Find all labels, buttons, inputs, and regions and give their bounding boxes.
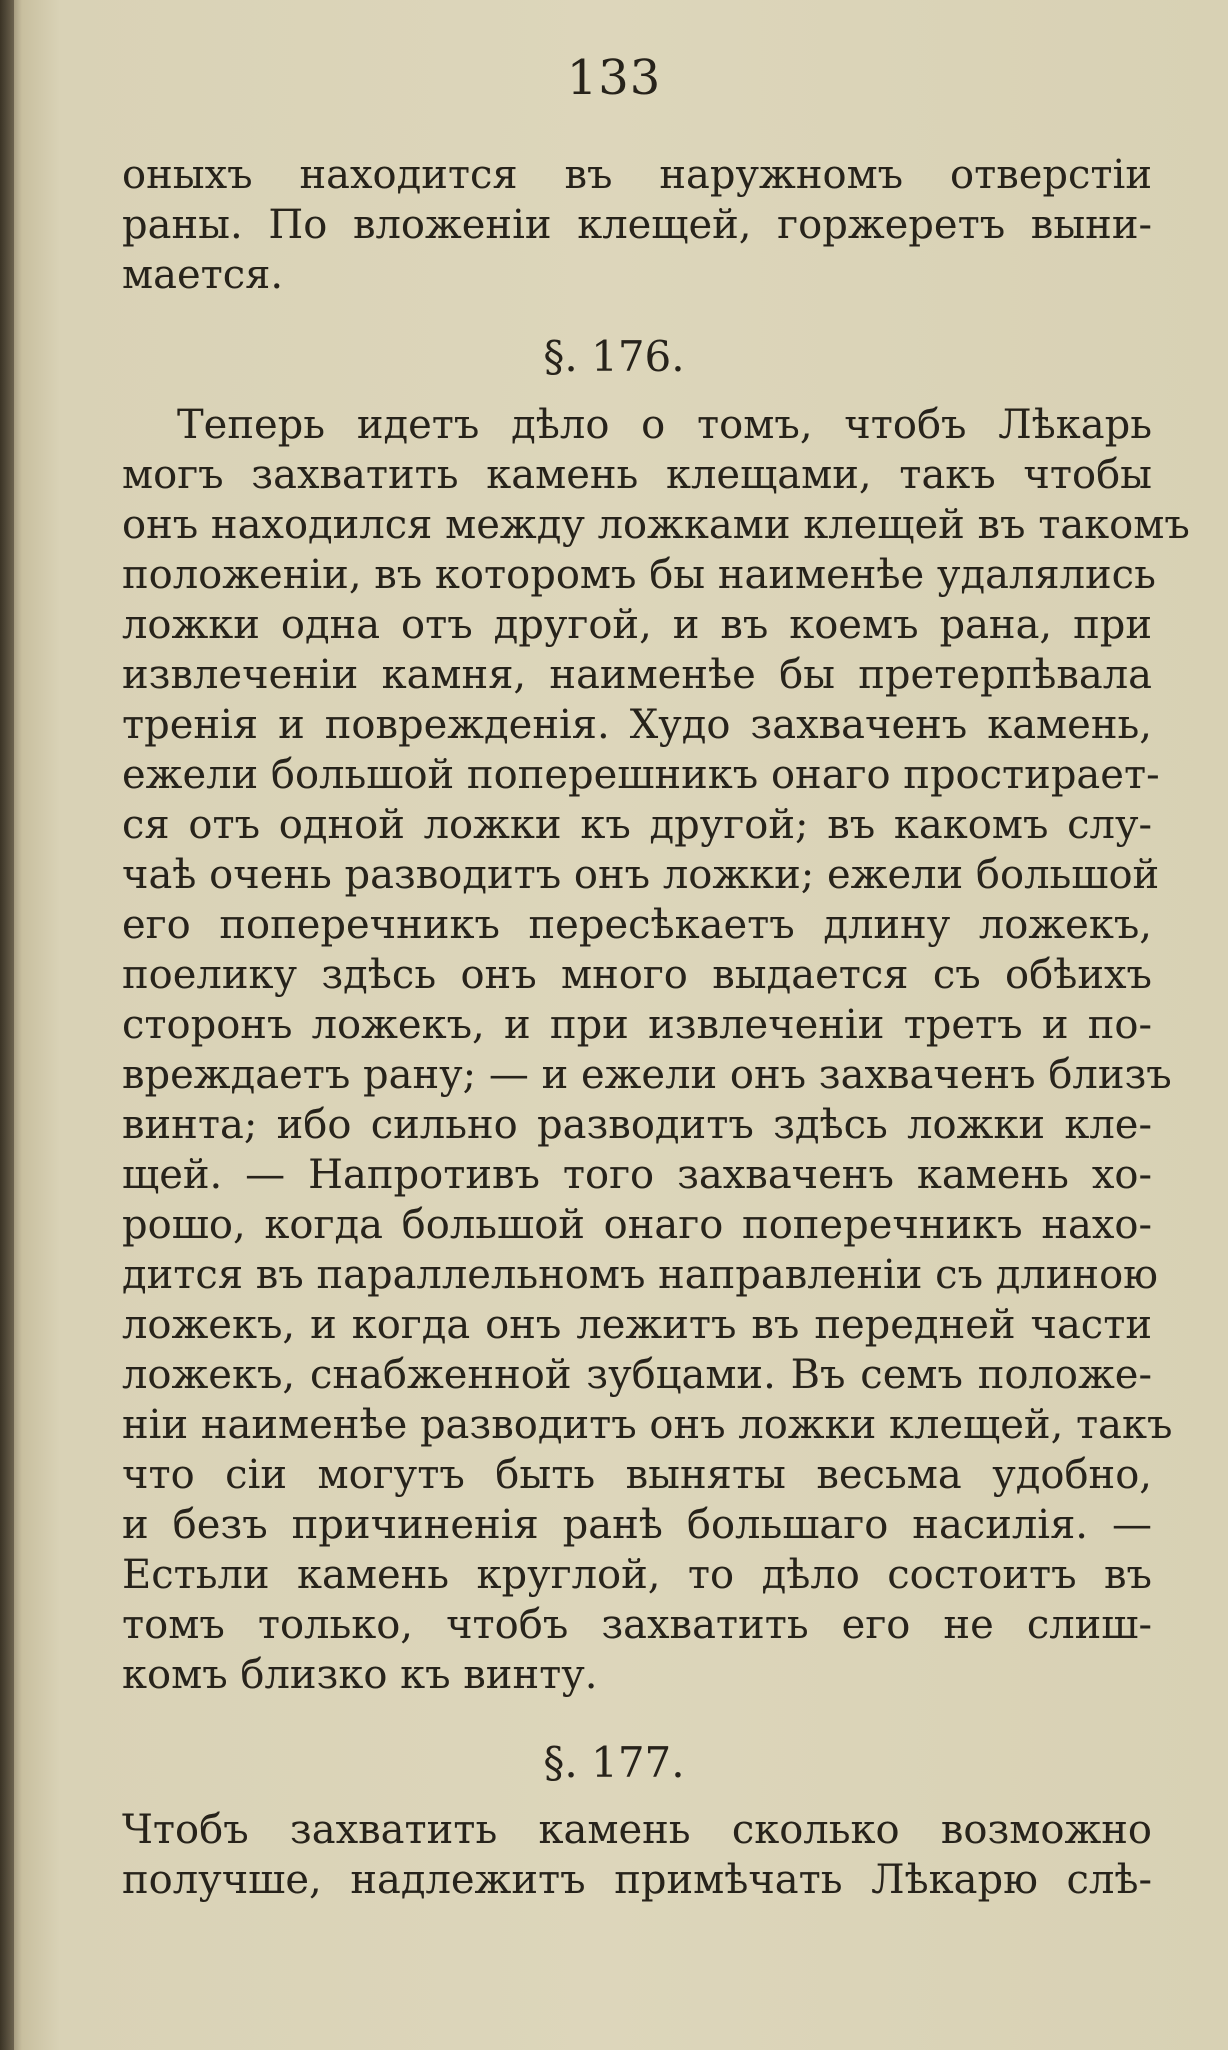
text-line: ежели большой поперешникъ онаго простирает- [122, 752, 1160, 798]
text-line: что сіи могутъ быть выняты весьма удобно, [122, 1452, 1152, 1498]
text-line: рошо, когда большой онаго поперечникъ нахо- [122, 1202, 1152, 1248]
text-line: его поперечникъ пересѣкаетъ длину ложекъ, [122, 902, 1152, 948]
text-line: поелику здѣсь онъ много выдается съ обѣихъ [122, 952, 1152, 998]
text-line: дится въ параллельномъ направленіи съ длиною [122, 1252, 1158, 1298]
text-line: оныхъ находится въ наружномъ отверстіи [122, 152, 1152, 198]
text-line: винта; ибо сильно разводитъ здѣсь ложки кле- [122, 1102, 1152, 1148]
text-line: получше, надлежитъ примѣчать Лѣкарю слѣ- [122, 1857, 1152, 1903]
text-line: чаѣ очень разводитъ онъ ложки; ежели большой [122, 852, 1160, 898]
text-line: могъ захватить камень клещами, такъ чтобы [122, 452, 1152, 498]
text-line: и безъ причиненія ранѣ большаго насилія. — [122, 1502, 1152, 1548]
text-line: сторонъ ложекъ, и при извлеченіи третъ и по- [122, 1002, 1152, 1048]
text-line: комъ близко къ винту. [122, 1652, 598, 1698]
section-heading-177: §. 177. [543, 1738, 685, 1787]
page-number: 133 [566, 50, 662, 106]
section-177-paragraph [122, 1805, 1152, 1905]
section-heading-176: §. 176. [543, 332, 685, 381]
text-line: положеніи, въ которомъ бы наименѣе удалялись [122, 552, 1156, 598]
section-176-paragraph [122, 400, 1190, 1700]
text-line: томъ только, чтобъ захватить его не слиш- [122, 1602, 1152, 1648]
text-line: ложки одна отъ другой, и въ коемъ рана, при [122, 602, 1152, 648]
text-line: мается. [122, 252, 284, 298]
text-line: ложекъ, снабженной зубцами. Въ семъ положе- [122, 1352, 1152, 1398]
text-line: вреждаетъ рану; — и ежели онъ захваченъ близъ [122, 1052, 1172, 1098]
text-line: раны. По вложеніи клещей, горжеретъ выни- [122, 202, 1152, 248]
text-line: онъ находился между ложками клещей въ такомъ [122, 502, 1190, 548]
text-line: Теперь идетъ дѣло о томъ, чтобъ Лѣкарь [177, 402, 1152, 448]
text-line: Естьли камень круглой, то дѣло состоитъ въ [122, 1552, 1152, 1598]
text-line: ніи наименѣе разводитъ онъ ложки клещей, такъ [122, 1402, 1173, 1448]
text-line: тренія и поврежденія. Худо захваченъ камень, [122, 702, 1152, 748]
text-line: извлеченіи камня, наименѣе бы претерпѣвала [122, 652, 1152, 698]
text-line: ся отъ одной ложки къ другой; въ какомъ слу- [122, 802, 1152, 848]
text-line: ложекъ, и когда онъ лежитъ въ передней части [122, 1302, 1152, 1348]
text-line: Чтобъ захватить камень сколько возможно [122, 1807, 1152, 1853]
intro-paragraph [122, 150, 1152, 300]
text-line: щей. — Напротивъ того захваченъ камень хо- [122, 1152, 1152, 1198]
